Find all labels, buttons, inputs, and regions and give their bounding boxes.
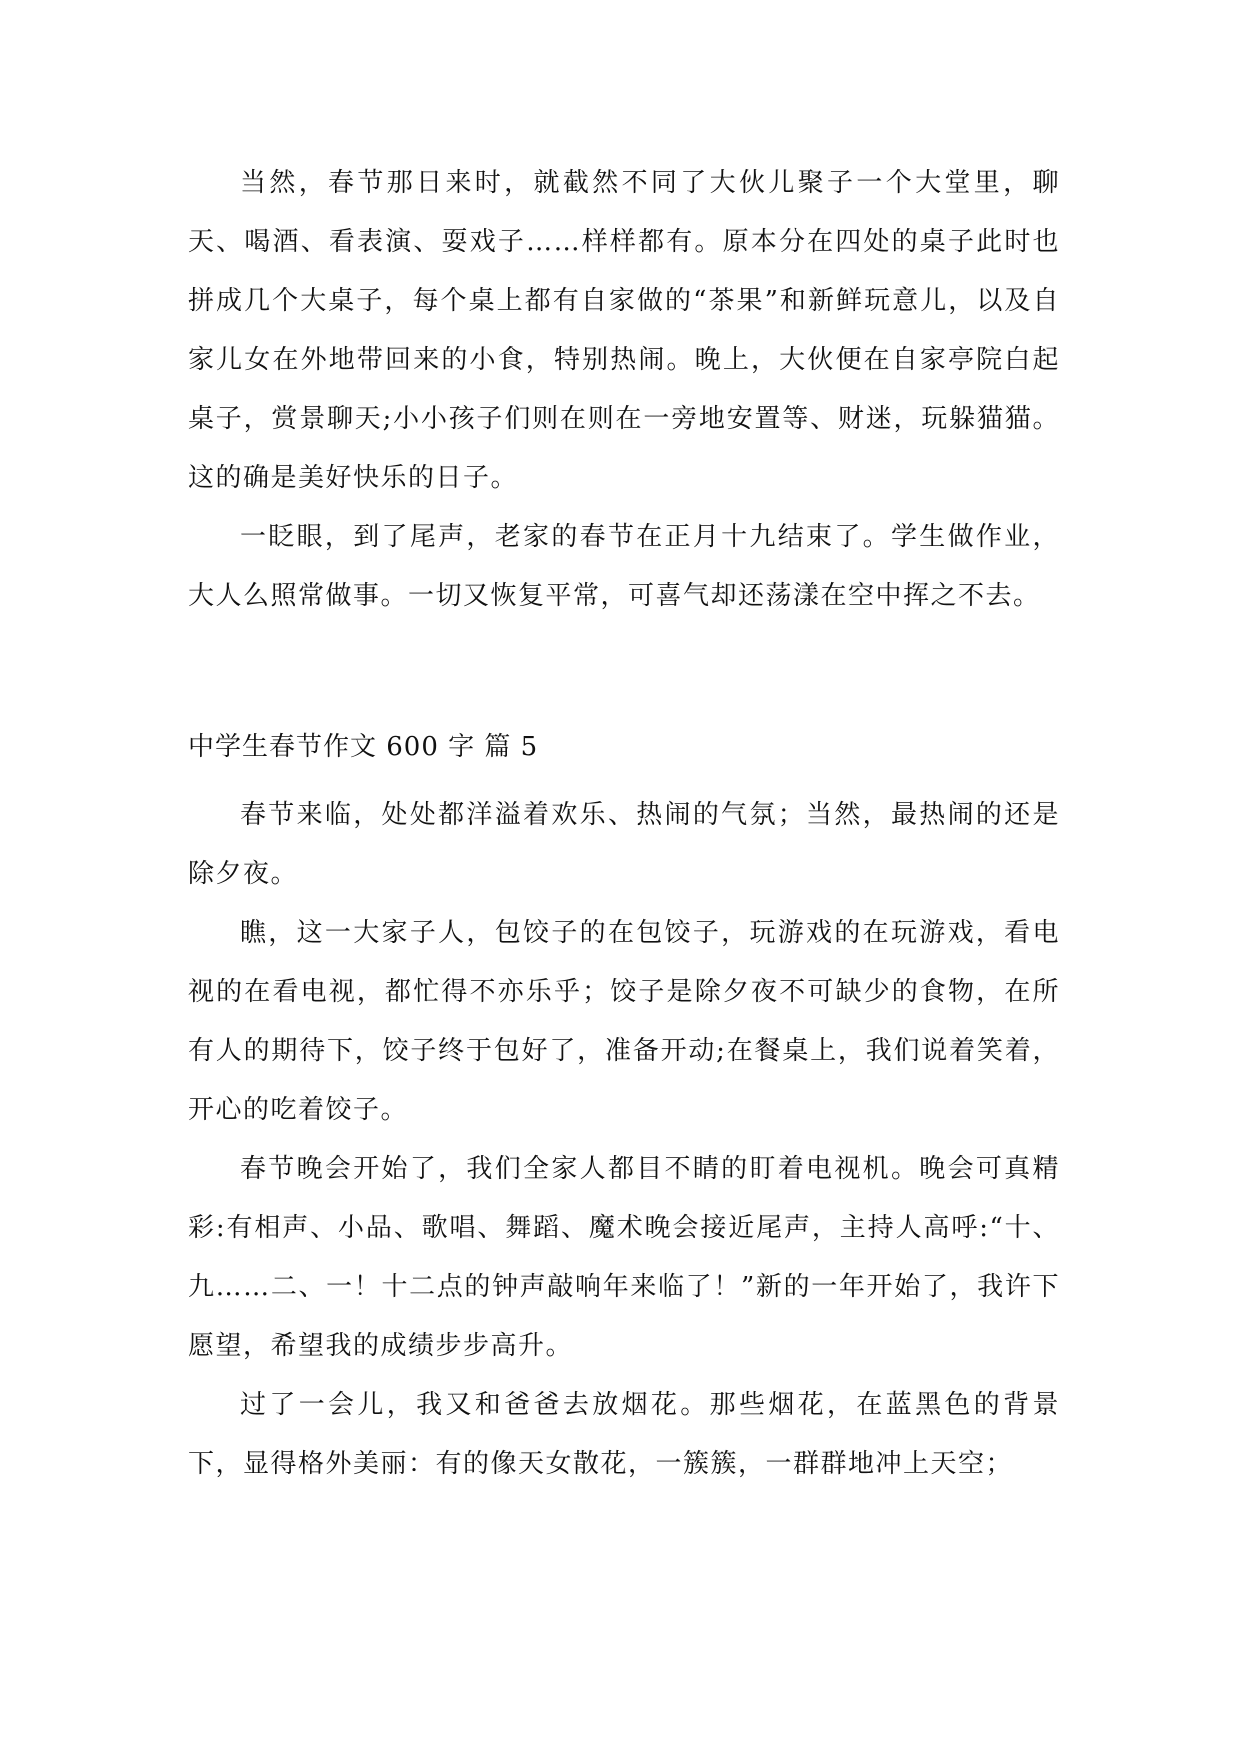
section-b — [188, 786, 1060, 1494]
paragraph: 春节来临，处处都洋溢着欢乐、热闹的气氛；当然，最热闹的还是除夕夜。 — [188, 800, 1060, 889]
section-a — [188, 154, 1060, 626]
paragraph: 瞧，这一大家子人，包饺子的在包饺子，玩游戏的在玩游戏，看电视的在看电视，都忙得不亦乐乎；饺子是除夕夜不可缺少的食物，在所有人的期待下，饺子终于包好了，准备开动;在餐桌上，我们说着笑着，开心的吃着饺子。 — [188, 918, 1060, 1125]
section-heading: 中学生春节作文 600 字 篇 5 — [188, 732, 539, 762]
paragraph: 一眨眼，到了尾声，老家的春节在正月十九结束了。学生做作业，大人么照常做事。一切又恢复平常，可喜气却还荡漾在空中挥之不去。 — [188, 522, 1060, 611]
paragraph: 春节晚会开始了，我们全家人都目不睛的盯着电视机。晚会可真精彩:有相声、小品、歌唱、舞蹈、魔术晚会接近尾声，主持人高呼:“十、九……二、一！十二点的钟声敲响年来临了！”新的一年开始了，我许下愿望，希望我的成绩步步高升。 — [188, 1154, 1060, 1361]
paragraph: 过了一会儿，我又和爸爸去放烟花。那些烟花，在蓝黑色的背景下，显得格外美丽：有的像天女散花，一簇簇，一群群地冲上天空； — [188, 1390, 1060, 1479]
paragraph: 当然，春节那日来时，就截然不同了大伙儿聚子一个大堂里，聊天、喝酒、看表演、耍戏子……样样都有。原本分在四处的桌子此时也拼成几个大桌子，每个桌上都有自家做的“茶果”和新鲜玩意儿，以及自家儿女在外地带回来的小食，特别热闹。晚上，大伙便在自家亭院白起桌子，赏景聊天;小小孩子们则在则在一旁地安置等、财迷，玩躲猫猫。这的确是美好快乐的日子。 — [188, 168, 1060, 493]
